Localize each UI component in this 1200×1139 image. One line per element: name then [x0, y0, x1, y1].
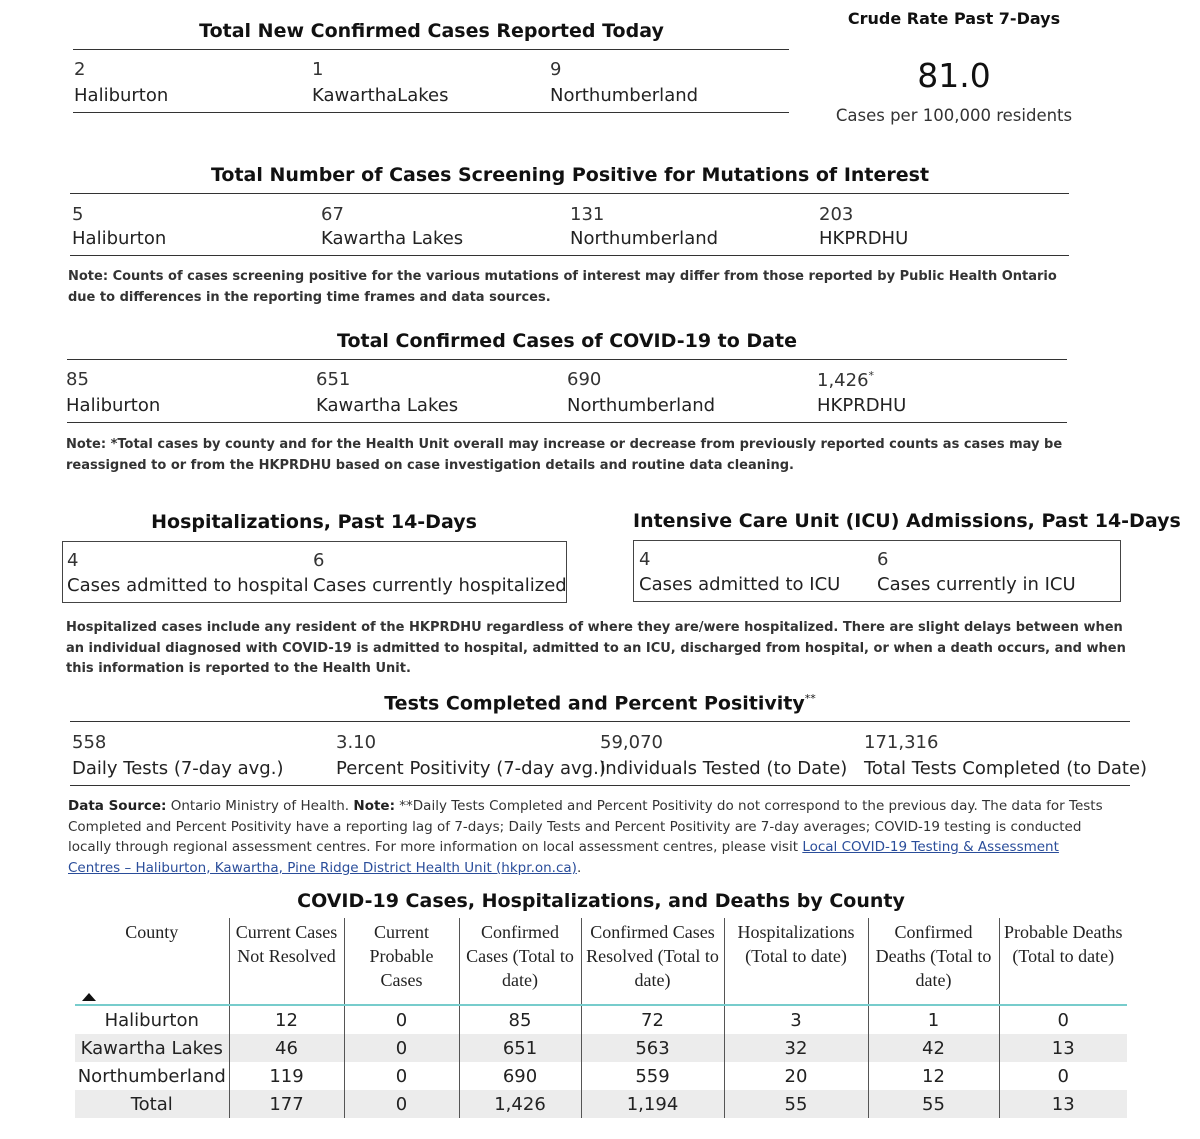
new-cases-label-haliburton: Haliburton: [74, 85, 169, 106]
table-cell: 1,426: [459, 1090, 581, 1118]
divider: [70, 255, 1069, 256]
total-cases-label-northumberland: Northumberland: [567, 395, 716, 416]
table-cell: 55: [868, 1090, 999, 1118]
total-cases-value-kawartha: 651: [316, 369, 351, 390]
table-cell: 690: [459, 1062, 581, 1090]
divider: [67, 359, 1067, 360]
table-cell: 0: [344, 1090, 459, 1118]
table-cell: 0: [344, 1062, 459, 1090]
table-header-row: [75, 918, 1127, 1005]
data-source-end: .: [576, 859, 582, 876]
table-cell: 119: [229, 1062, 344, 1090]
crude-rate-title: Crude Rate Past 7-Days: [847, 9, 1061, 28]
double-asterisk-marker: **: [804, 692, 816, 705]
tests-title-text: Tests Completed and Percent Positivity: [384, 692, 805, 715]
column-header-probable-cases[interactable]: Current Probable Cases: [344, 918, 459, 1005]
icu-title: Intensive Care Unit (ICU) Admissions, Past 14-Days: [633, 510, 1181, 532]
total-cases-value-northumberland: 690: [567, 369, 602, 390]
mutations-label-kawartha: Kawartha Lakes: [321, 228, 464, 249]
total-cases-title: Total Confirmed Cases of COVID-19 to Date: [337, 330, 797, 352]
table-cell: 3: [724, 1005, 868, 1034]
data-source-label: Data Source:: [68, 798, 167, 814]
county-table: [75, 918, 1127, 1118]
icu-current-value: 6: [877, 549, 889, 570]
table-cell: Haliburton: [75, 1005, 229, 1034]
asterisk-marker: *: [868, 369, 875, 382]
table-row-total: [75, 1090, 1127, 1118]
hosp-admitted-value: 4: [67, 550, 79, 571]
column-header-probable-deaths[interactable]: Probable Deaths (Total to date): [999, 918, 1127, 1005]
table-cell: Kawartha Lakes: [75, 1034, 229, 1062]
data-source-note-text: **Daily Tests Completed and Percent Positivity do not correspond to the previous day. The data for Tests Completed and Percent Positivity have a reporting lag of 7-days; Daily Tests and Percent Positivity are 7-day averages; COVID-19 testing is conducted locally through regional assessment centres. For more information on local assessment centres, please visit: [68, 798, 1103, 855]
crude-rate-value: 81.0: [917, 56, 991, 95]
new-cases-label-northumberland: Northumberland: [550, 85, 699, 106]
divider: [70, 193, 1069, 194]
table-cell: 13: [999, 1090, 1127, 1118]
divider: [73, 49, 789, 50]
mutations-value-kawartha: 67: [321, 204, 344, 225]
column-header-confirmed-deaths[interactable]: Confirmed Deaths (Total to date): [868, 918, 999, 1005]
table-cell: Total: [75, 1090, 229, 1118]
hosp-admitted-label: Cases admitted to hospital: [67, 575, 309, 596]
table-cell: 1: [868, 1005, 999, 1034]
column-header-county[interactable]: County: [75, 918, 229, 1005]
new-cases-value-northumberland: 9: [550, 59, 562, 80]
table-row: [75, 1062, 1127, 1090]
total-cases-label-kawartha: Kawartha Lakes: [316, 395, 459, 416]
hospitalization-note: Hospitalized cases include any resident of the HKPRDHU regardless of where they are/were hospitalized. There are slight delays between when an individual diagnosed with COVID-19 is admitted to hospital, admitted to an ICU, discharged from hospital, or when a death occurs, and when this information is reported to the Health Unit.: [66, 620, 1126, 676]
hospitalizations-title: Hospitalizations, Past 14-Days: [151, 511, 477, 533]
data-source-text: Ontario Ministry of Health.: [166, 798, 354, 814]
mutations-title: Total Number of Cases Screening Positive for Mutations of Interest: [210, 164, 930, 186]
table-cell: 563: [581, 1034, 724, 1062]
table-cell: 55: [724, 1090, 868, 1118]
total-cases-label-haliburton: Haliburton: [66, 395, 161, 416]
icu-admitted-label: Cases admitted to ICU: [639, 574, 841, 595]
divider: [67, 422, 1067, 423]
tests-title: [70, 692, 1130, 714]
icu-admitted-value: 4: [639, 549, 651, 570]
new-cases-label-kawartha: KawarthaLakes: [312, 85, 449, 106]
data-source-note-label: Note:: [353, 798, 395, 814]
data-source-note: [68, 796, 1108, 878]
table-cell: 46: [229, 1034, 344, 1062]
mutations-label-northumberland: Northumberland: [570, 228, 719, 249]
new-cases-title: Total New Confirmed Cases Reported Today: [199, 20, 664, 42]
county-table-title: COVID-19 Cases, Hospitalizations, and Deaths by County: [297, 890, 905, 912]
sort-ascending-icon[interactable]: [82, 993, 96, 1001]
table-cell: 1,194: [581, 1090, 724, 1118]
table-cell: 12: [868, 1062, 999, 1090]
total-cases-note: Note: *Total cases by county and for the Health Unit overall may increase or decrease from previously reported counts as cases may be reassigned to or from the HKPRDHU based on case investigation details and routine data cleaning.: [66, 437, 1063, 473]
total-cases-value-hkprdhu-number: 1,426: [817, 370, 869, 391]
table-cell: 13: [999, 1034, 1127, 1062]
mutations-note: Note: Counts of cases screening positive for the various mutations of interest may differ from those reported by Public Health Ontario due to differences in the reporting time frames and data sources.: [68, 269, 1057, 305]
table-cell: 12: [229, 1005, 344, 1034]
tests-individuals-value: 59,070: [600, 732, 663, 753]
new-cases-value-kawartha: 1: [312, 59, 324, 80]
total-cases-value-hkprdhu: [817, 369, 874, 391]
table-cell: 72: [581, 1005, 724, 1034]
column-header-hospitalizations[interactable]: Hospitalizations (Total to date): [724, 918, 868, 1005]
table-row: [75, 1005, 1127, 1034]
table-cell: 0: [344, 1005, 459, 1034]
table-cell: 559: [581, 1062, 724, 1090]
tests-daily-value: 558: [72, 732, 107, 753]
new-cases-value-haliburton: 2: [74, 59, 86, 80]
tests-daily-label: Daily Tests (7-day avg.): [72, 758, 284, 779]
table-cell: 20: [724, 1062, 868, 1090]
table-cell: 42: [868, 1034, 999, 1062]
table-cell: 0: [1057, 1065, 1069, 1087]
table-row: [75, 1034, 1127, 1062]
hosp-current-value: 6: [313, 550, 325, 571]
table-cell: 177: [229, 1090, 344, 1118]
tests-positivity-label: Percent Positivity (7-day avg.): [336, 758, 606, 779]
tests-positivity-value: 3.10: [336, 732, 377, 753]
table-cell: 0: [1057, 1009, 1069, 1031]
divider: [70, 785, 1130, 786]
column-header-cases-resolved[interactable]: Confirmed Cases Resolved (Total to date): [581, 918, 724, 1005]
column-header-confirmed-cases[interactable]: Confirmed Cases (Total to date): [459, 918, 581, 1005]
crude-rate-subtitle: Cases per 100,000 residents: [835, 106, 1073, 125]
tests-individuals-label: Individuals Tested (to Date): [600, 758, 848, 779]
mutations-label-hkprdhu: HKPRDHU: [819, 228, 909, 249]
mutations-label-haliburton: Haliburton: [72, 228, 167, 249]
table-cell: 32: [724, 1034, 868, 1062]
mutations-value-northumberland: 131: [570, 204, 605, 225]
column-header-current-cases[interactable]: Current Cases Not Resolved: [229, 918, 344, 1005]
table-cell: 0: [344, 1034, 459, 1062]
assessment-centres-link[interactable]: Local COVID-19 Testing & Assessment Centres – Haliburton, Kawartha, Pine Ridge District Health Unit (hkpr.on.ca): [68, 839, 1059, 876]
total-cases-value-haliburton: 85: [66, 369, 89, 390]
icu-current-label: Cases currently in ICU: [877, 574, 1076, 595]
mutations-value-haliburton: 5: [72, 204, 84, 225]
total-cases-label-hkprdhu: HKPRDHU: [817, 395, 907, 416]
table-cell: Northumberland: [75, 1062, 229, 1090]
divider: [73, 112, 789, 113]
tests-total-label: Total Tests Completed (to Date): [864, 758, 1148, 779]
divider: [70, 721, 1130, 722]
mutations-value-hkprdhu: 203: [819, 204, 854, 225]
table-cell: 651: [459, 1034, 581, 1062]
tests-total-value: 171,316: [864, 732, 939, 753]
table-cell: 85: [459, 1005, 581, 1034]
hosp-current-label: Cases currently hospitalized: [313, 575, 567, 596]
